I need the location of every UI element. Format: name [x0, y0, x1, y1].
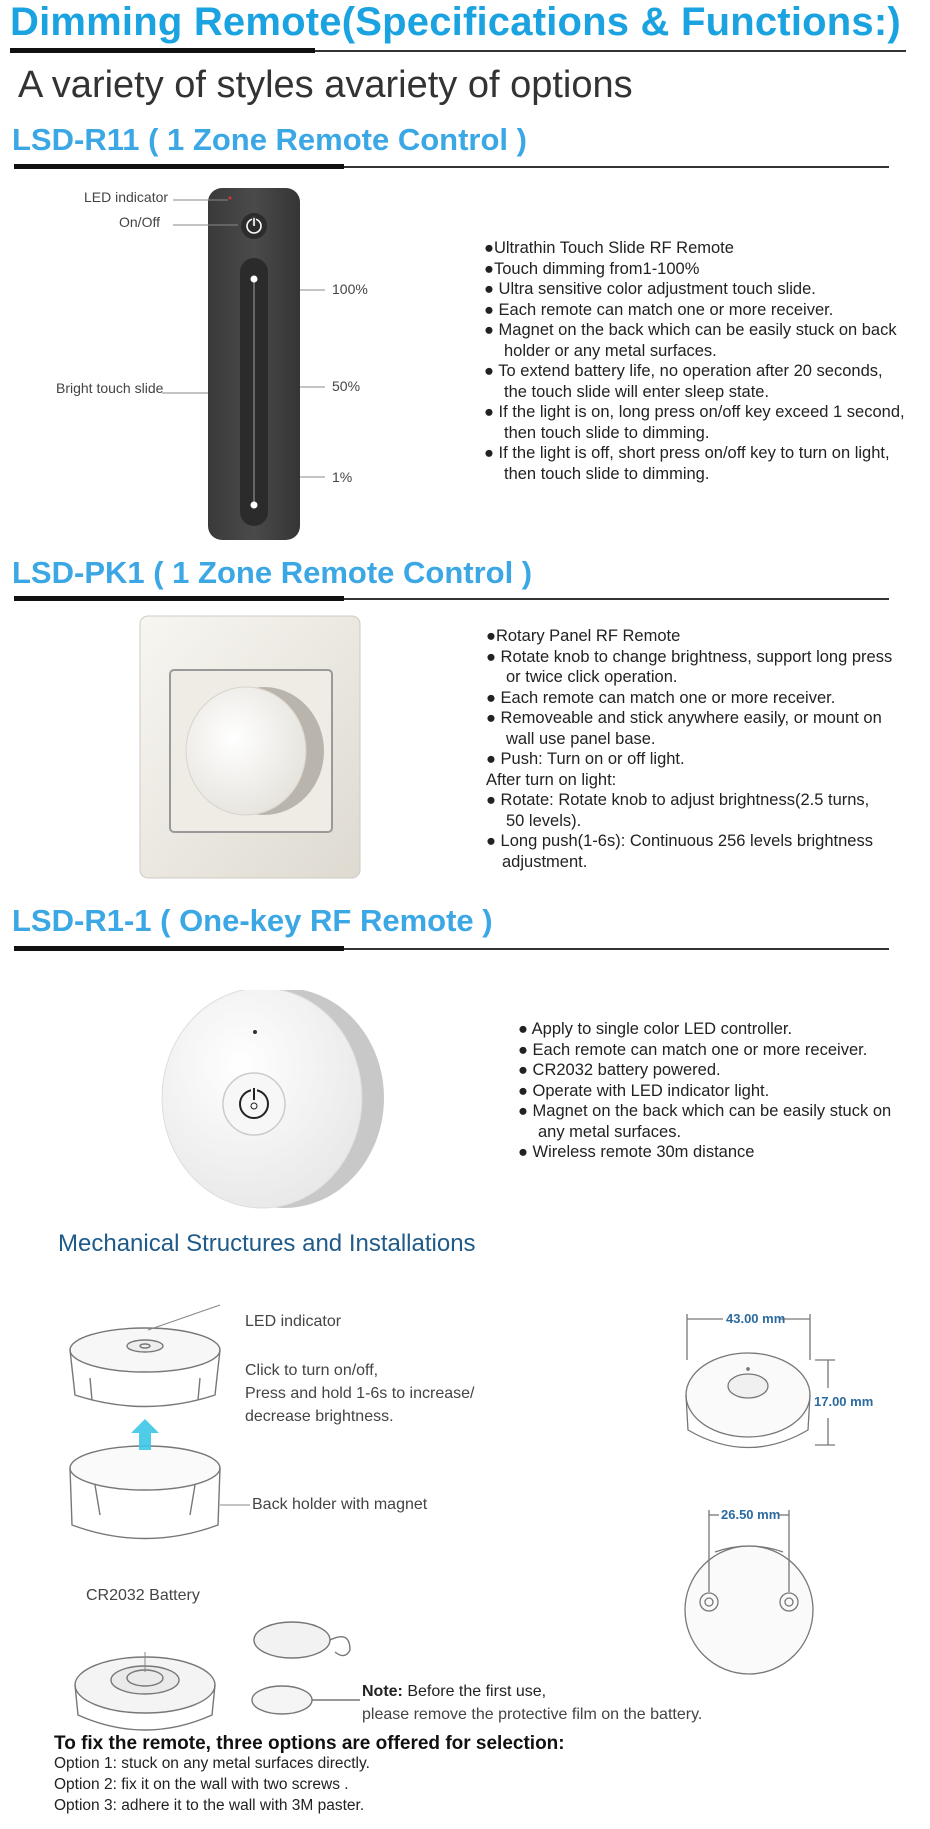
dim-holes: 26.50 mm [721, 1507, 781, 1522]
section-title-r11: LSD-R11 ( 1 Zone Remote Control ) [12, 122, 527, 157]
list-item: ● To extend battery life, no operation after 20 seconds, [484, 362, 883, 380]
pk1-panel-illustration [130, 610, 370, 885]
list-item: ● Ultra sensitive color adjustment touch slide. [484, 280, 816, 298]
section-divider-r1-accent [14, 946, 344, 951]
r11-feature-list [484, 238, 905, 484]
list-item: ● Removeable and stick anywhere easily, or mount on [486, 709, 882, 727]
list-item: ●Rotary Panel RF Remote [486, 627, 681, 645]
pk1-feature-list [486, 626, 892, 872]
list-item: 50 levels). [506, 811, 582, 830]
label-led-indicator: LED indicator [84, 189, 169, 205]
note-bold: Note: [362, 1683, 403, 1700]
list-item: ● Each remote can match one or more receiver. [518, 1040, 868, 1059]
page-title: Dimming Remote(Specifications & Functions:) [10, 0, 901, 44]
note-rest: Before the first use, [402, 1683, 547, 1700]
list-item: holder or any metal surfaces. [504, 341, 717, 360]
list-item: ● Operate with LED indicator light. [518, 1081, 770, 1100]
list-item: then touch slide to dimming. [504, 423, 710, 442]
title-divider-accent [10, 48, 315, 53]
list-item: adjustment. [502, 852, 588, 871]
fix-option-1: Option 1: stuck on any metal surfaces directly. [54, 1755, 370, 1772]
mechanical-title: Mechanical Structures and Installations [58, 1230, 476, 1257]
list-item: ● Each remote can match one or more receiver. [486, 688, 836, 707]
label-1: 1% [332, 469, 353, 485]
list-item: ● Rotate: Rotate knob to adjust brightness(2.5 turns, [486, 791, 870, 809]
list-item: ●Ultrathin Touch Slide RF Remote [484, 239, 734, 257]
list-item: ● Rotate knob to change brightness, support long press [486, 647, 893, 666]
list-item: wall use panel base. [506, 729, 656, 748]
r1-feature-list [518, 1019, 891, 1163]
label-note-line2: please remove the protective film on the battery. [362, 1706, 703, 1723]
list-item: ● Push: Turn on or off light. [486, 750, 685, 768]
list-item: ●Touch dimming from1-100% [484, 259, 700, 278]
list-item: ● CR2032 battery powered. [518, 1061, 721, 1079]
list-item: ● Magnet on the back which can be easily stuck on back [484, 321, 897, 339]
label-bright-touch-slide: Bright touch slide [56, 380, 164, 396]
r1-remote-illustration [150, 990, 390, 1220]
section-title-r1: LSD-R1-1 ( One-key RF Remote ) [12, 903, 493, 938]
label-click-instructions [245, 1359, 474, 1428]
list-item: the touch slide will enter sleep state. [504, 382, 770, 401]
list-item: ● Wireless remote 30m distance [518, 1143, 755, 1161]
fix-option-3: Option 3: adhere it to the wall with 3M paster. [54, 1797, 365, 1814]
section-divider-pk1-accent [14, 596, 344, 601]
list-item: ● Apply to single color LED controller. [518, 1020, 793, 1038]
fix-option-2: Option 2: fix it on the wall with two screws . [54, 1776, 349, 1793]
list-item: or twice click operation. [506, 668, 678, 686]
label-100: 100% [332, 281, 368, 297]
label-mech-led-indicator: LED indicator [245, 1313, 342, 1330]
click-line: Click to turn on/off, [245, 1362, 379, 1379]
fix-title: To fix the remote, three options are offered for selection: [54, 1733, 565, 1754]
dim-width: 43.00 mm [726, 1311, 786, 1326]
label-on-off: On/Off [119, 214, 160, 230]
dim-height: 17.00 mm [814, 1394, 874, 1409]
label-battery: CR2032 Battery [86, 1587, 200, 1604]
click-line: Press and hold 1-6s to increase/ [245, 1385, 475, 1402]
click-line: decrease brightness. [245, 1408, 394, 1425]
dimension-drawings [675, 1300, 915, 1680]
list-item: ● Long push(1-6s): Continuous 256 levels brightness [486, 832, 873, 850]
r11-remote-illustration [40, 180, 380, 550]
list-item: ● If the light is off, short press on/off key to turn on light, [484, 444, 890, 462]
list-item: any metal surfaces. [538, 1122, 682, 1141]
page-subtitle: A variety of styles avariety of options [18, 64, 633, 106]
section-divider-r11-accent [14, 164, 344, 169]
label-50: 50% [332, 378, 361, 394]
list-item: After turn on light: [486, 770, 617, 789]
label-back-holder: Back holder with magnet [252, 1496, 428, 1513]
list-item: ● Each remote can match one or more receiver. [484, 300, 834, 319]
list-item: ● If the light is on, long press on/off key exceed 1 second, [484, 403, 905, 421]
label-note [362, 1683, 546, 1701]
section-title-pk1: LSD-PK1 ( 1 Zone Remote Control ) [12, 555, 533, 590]
list-item: ● Magnet on the back which can be easily stuck on [518, 1102, 892, 1120]
list-item: then touch slide to dimming. [504, 464, 710, 483]
